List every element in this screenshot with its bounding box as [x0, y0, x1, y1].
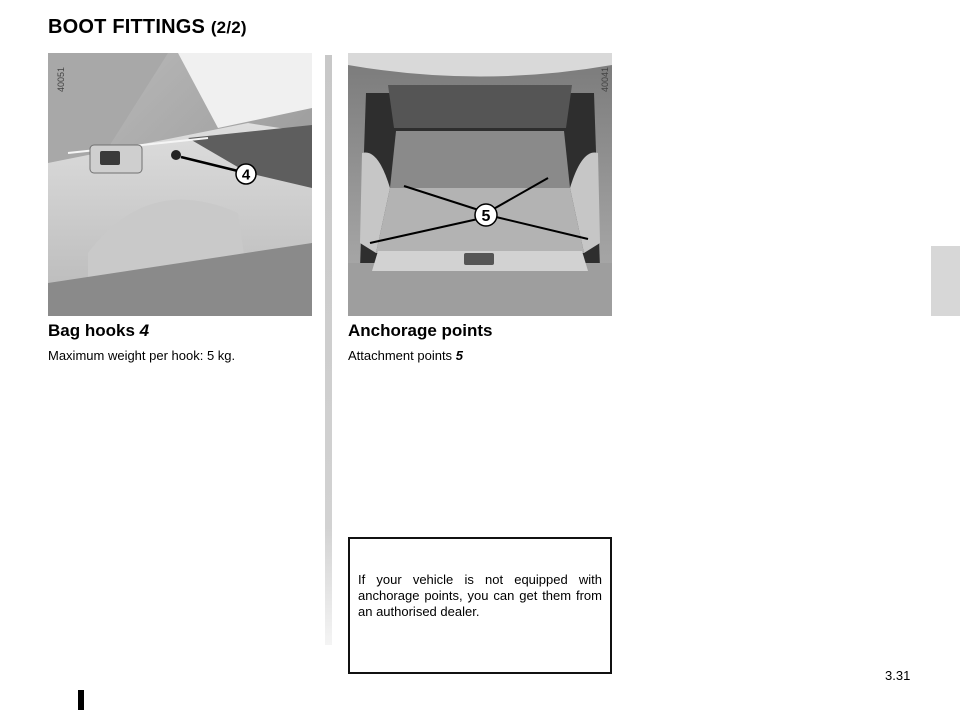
anchorage-heading: Anchorage points — [348, 321, 493, 340]
right-figure-ref: 40041 — [600, 66, 610, 92]
info-note-box: If your vehicle is not equipped with anchorage points, you can get them from an authorised dealer. — [348, 537, 612, 674]
page-title-part: (2/2) — [210, 18, 247, 37]
anchorage-description-number: 5 — [455, 348, 463, 363]
column-divider — [325, 55, 332, 645]
page-title — [48, 16, 247, 39]
page-title-text: BOOT FITTINGS — [48, 16, 206, 38]
bag-hook-illustration — [48, 53, 312, 316]
bag-hooks-heading — [48, 321, 149, 341]
crop-mark — [78, 690, 84, 710]
chapter-tab — [931, 246, 960, 316]
left-figure-ref: 40051 — [56, 66, 66, 92]
callout-5: 5 — [481, 208, 491, 225]
anchorage-description — [348, 348, 463, 363]
page-number: 3.31 — [885, 668, 911, 683]
callout-4: 4 — [241, 166, 251, 184]
bag-hooks-description: Maximum weight per hook: 5 kg. — [48, 348, 236, 363]
anchorage-description-text: Attachment points — [348, 348, 453, 363]
anchorage-illustration — [348, 53, 612, 316]
bag-hooks-heading-number: 4 — [139, 321, 150, 340]
bag-hooks-heading-text: Bag hooks — [48, 321, 135, 340]
